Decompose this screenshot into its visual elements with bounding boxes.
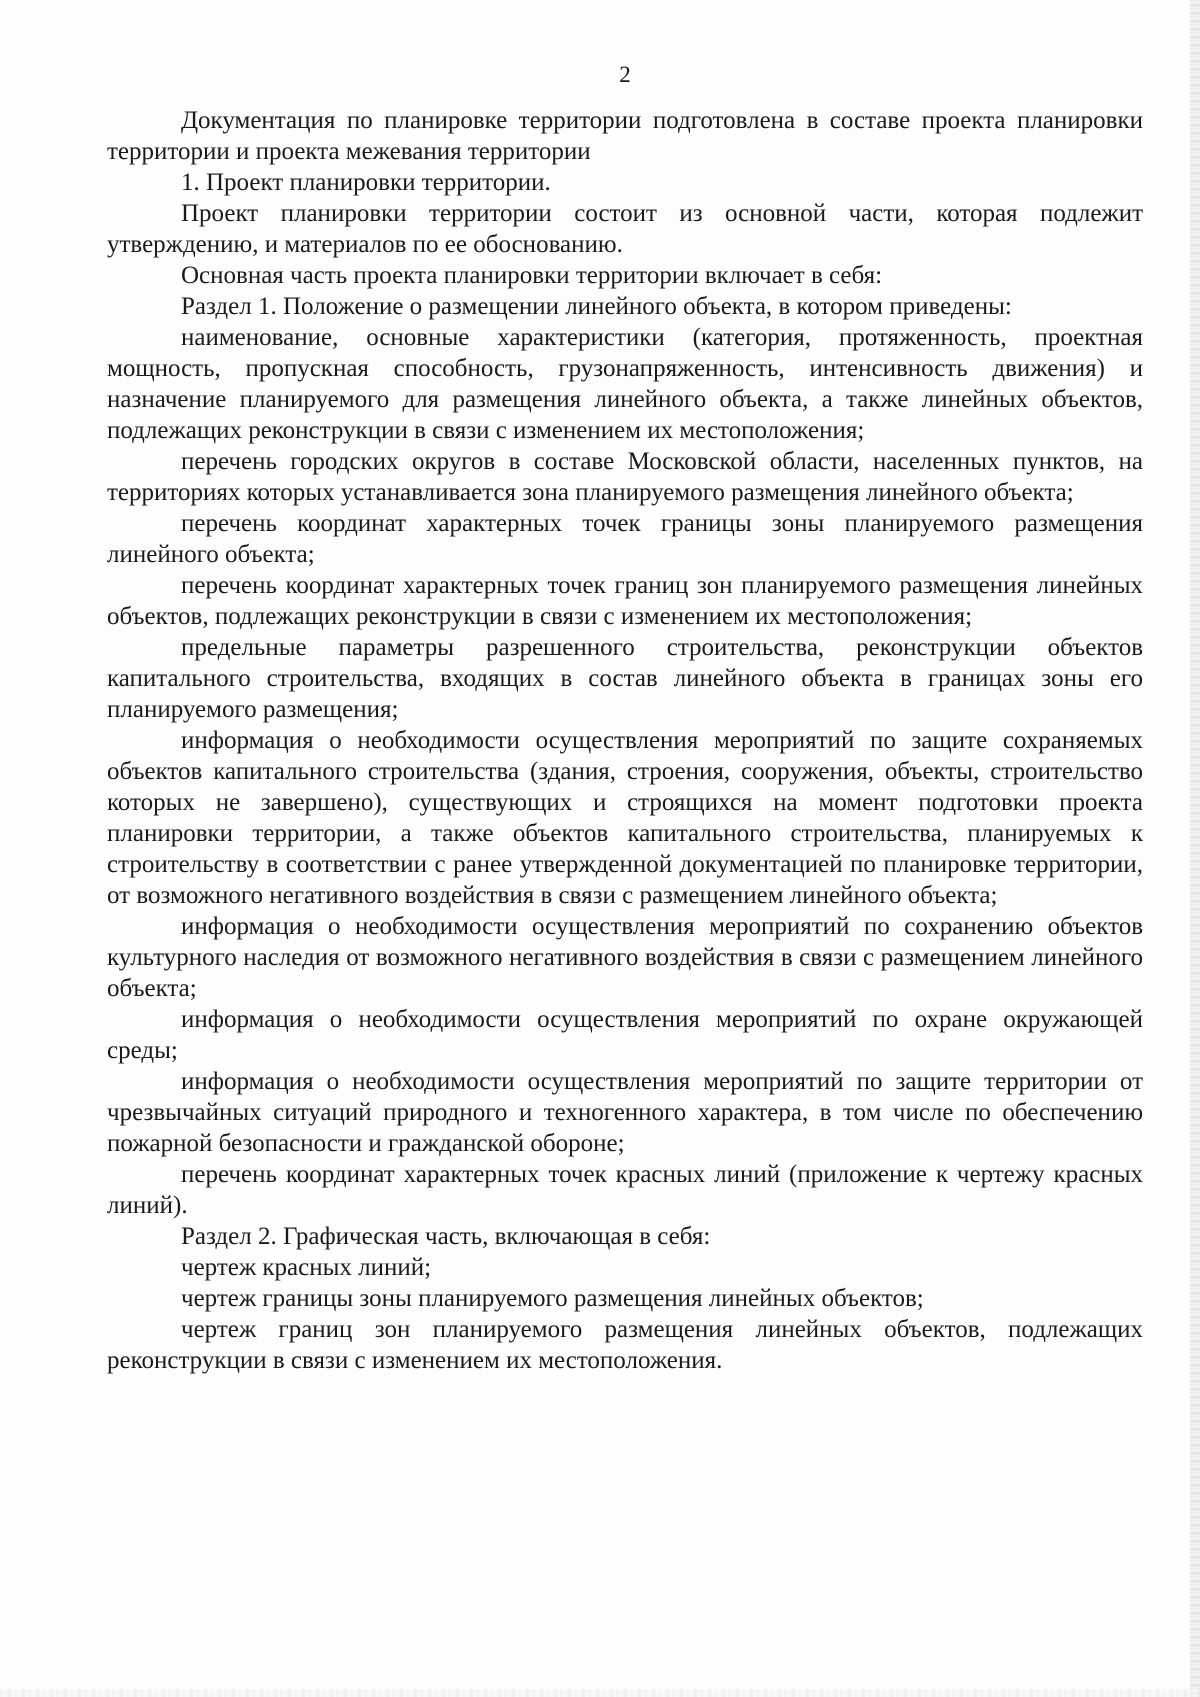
paragraph: Проект планировки территории состоит из основной части, которая подлежит утверждению, и материалов по ее обоснованию. (107, 200, 1143, 258)
paragraph: предельные параметры разрешенного строительства, реконструкции объектов капитального строительства, входящих в состав линейного объекта в границах зоны его планируемого размещения; (107, 634, 1143, 723)
paragraph: перечень городских округов в составе Московской области, населенных пунктов, на территориях которых устанавливается зона планируемого размещения линейного объекта; (107, 448, 1143, 506)
paragraph: Раздел 2. Графическая часть, включающая в себя: (181, 1223, 711, 1250)
document-body (107, 105, 1143, 1376)
paragraph: информация о необходимости осуществления мероприятий по охране окружающей среды; (107, 1006, 1143, 1064)
paragraph: информация о необходимости осуществления мероприятий по защите территории от чрезвычайных ситуаций природного и техногенного характера, в том числе по обеспечению пожарной безопасности и гражданской обороне; (107, 1068, 1143, 1157)
paragraph: перечень координат характерных точек красных линий (приложение к чертежу красных линий). (107, 1161, 1143, 1219)
paragraph: перечень координат характерных точек границы зоны планируемого размещения линейного объекта; (107, 510, 1143, 568)
paragraph: Раздел 1. Положение о размещении линейного объекта, в котором приведены: (181, 293, 1012, 320)
paragraph: информация о необходимости осуществления мероприятий по защите сохраняемых объектов капитального строительства (здания, строения, сооружения, объекты, строительство которых не завершено), существующих и строящихся на момент подготовки проекта планировки территории, а также объектов капитального строительства, планируемых к строительству в соответствии с ранее утвержденной документацией по планировке территории, от возможного негативного воздействия в связи с размещением линейного объекта; (107, 727, 1143, 909)
paragraph: перечень координат характерных точек границ зон планируемого размещения линейных объектов, подлежащих реконструкции в связи с изменением их местоположения; (107, 572, 1143, 630)
paragraph: Основная часть проекта планировки территории включает в себя: (181, 262, 883, 289)
paragraph: 1. Проект планировки территории. (181, 169, 551, 196)
paragraph: чертеж красных линий; (181, 1254, 432, 1281)
paragraph: наименование, основные характеристики (категория, протяженность, проектная мощность, пропускная способность, грузонапряженность, интенсивность движения) и назначение планируемого для размещения линейного объекта, а также линейных объектов, подлежащих реконструкции в связи с изменением их местоположения; (107, 324, 1143, 444)
paragraph: чертеж границы зоны планируемого размещения линейных объектов; (181, 1285, 924, 1312)
page-number: 2 (619, 62, 631, 87)
scan-bottom-artifact (0, 1689, 1200, 1697)
paragraph: Документация по планировке территории подготовлена в составе проекта планировки территории и проекта межевания территории (107, 107, 1143, 165)
scan-edge-artifact (1190, 0, 1200, 1697)
paragraph: информация о необходимости осуществления мероприятий по сохранению объектов культурного наследия от возможного негативного воздействия в связи с размещением линейного объекта; (107, 913, 1143, 1002)
paragraph: чертеж границ зон планируемого размещения линейных объектов, подлежащих реконструкции в связи с изменением их местоположения. (107, 1316, 1143, 1374)
